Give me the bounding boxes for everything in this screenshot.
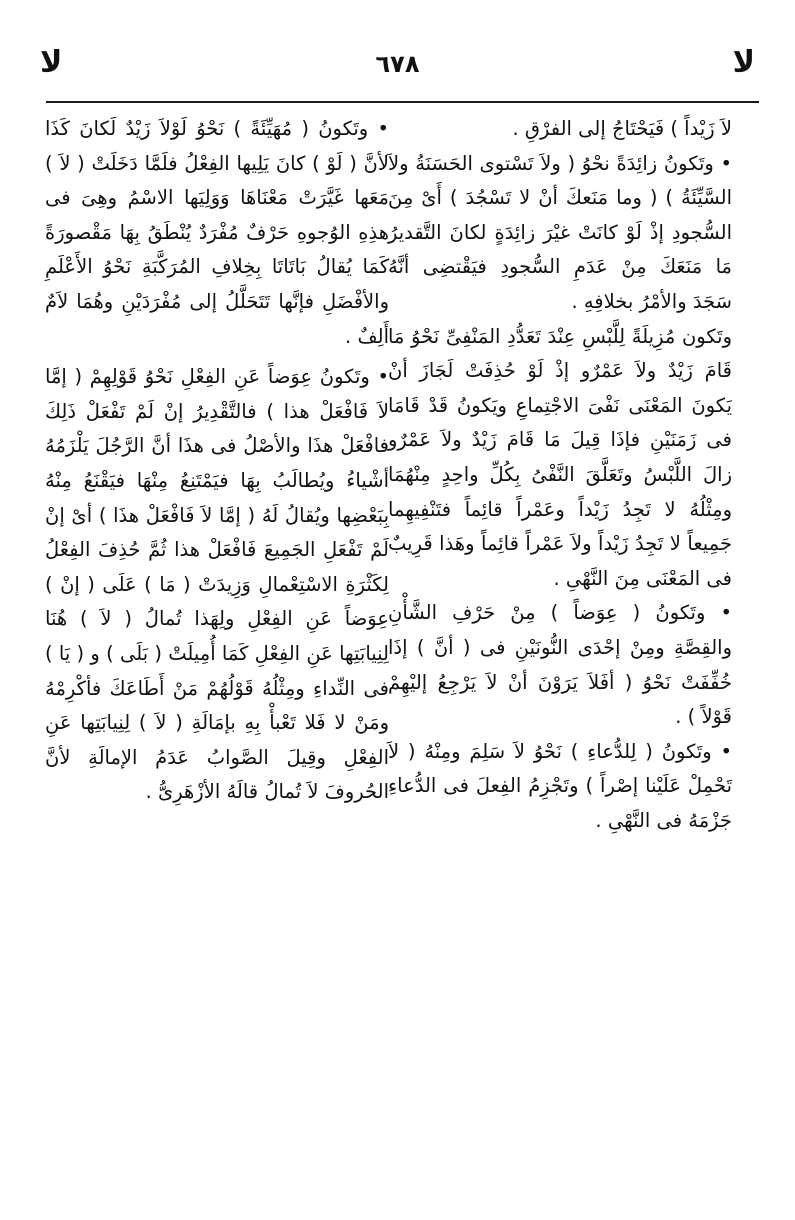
right-paragraph-2: • وتَكونُ زائِدَةً نحْوُ ( ولاَ تَسْتوى الحَسَنَةُ ولاَ السَّيِّئَةُ ) ( وما مَنَعكَ أنْ لا تَسْجُدَ ) أَىْ مِنَ السُّجودِ إذْ لَوْ كانَتْ غيْرَ زائِدَةٍ لكانَ التَّقديرُ مَا مَنَعَكَ مِنْ عَدَمِ السُّجودِ فيَقْتضِى أنَّهُ سَجَدَ والأمْرُ بخلافِهِ .	[388, 151, 732, 313]
page-header	[40, 45, 755, 88]
right-column	[388, 112, 732, 838]
header-left-word: لا	[40, 45, 63, 80]
left-paragraph-2: • وتَكونُ عِوَضاً عَنِ الفِعْلِ نَحْوُ قَوْلِهِمْ ( إمَّا لاَ فَافْعَلْ هذا ) فالتَّقْدِيرُ إنْ لَمْ تَفْعَلْ ذَلِكَ فافْعَلْ هذَا والأصْلُ فى هذَا أنَّ الرَّجُلَ يَلْزَمُهُ أشْياءُ ويُطالَبُ بِهَا فيَمْتَنِعُ مِنْهَا فيَقْنَعُ مِنْهُ بِبَعْضِها ويُقالُ لَهُ ( إمَّا لاَ فَافْعَلْ هذَا ) أىْ إنْ لَمْ تَفْعَلِ الجَمِيعَ فَافْعَلْ هذا ثُمَّ حُذِفَ الفِعْلُ لِكَثْرَةِ الاسْتِعْمالِ وَزِيدَتْ ( مَا ) عَلَى ( إنْ ) عِوَضاً عَنِ الفِعْلِ ولِهَذا تُمالُ ( لاَ ) هُنَا لِنِيابَتِها عَنِ الفِعْلِ كَمَا أُمِيلَتْ ( بَلَى ) و ( يَا ) فى النِّداءِ ومِثْلُهُ قَوْلُهُمْ مَنْ أَطَاعَكَ فأكْرِمْهُ ومَنْ لا فَلا تَعْبأْ بِهِ بإمَالَةِ ( لاَ ) لِنِيابَتِها عَنِ الفِعْلِ وقِيلَ الصَّوابُ عَدَمُ الإمالَةِ لأنَّ الحُروفَ لاَ تُمالُ قالَهُ الأزْهَرِىُّ .	[45, 365, 389, 804]
right-paragraph-3: وتَكون مُزِيلَةً لِلَّبْسِ عِنْدَ تَعَدُّدِ المَنْفِىِّ نَحْوُ مَا قَامَ زَيْدٌ ولاَ عَمْرٌو إذْ لَوْ حُذِفَتْ لَجَازَ أنْ يَكونَ المَعْنَى نَفْىَ الاجْتِماعِ ويَكونُ قَدْ قَامَا فى زَمَنَيْنِ فإذَا قِيلَ مَا قَامَ زَيْدٌ ولاَ عَمْرٌو زالَ اللَّبْسُ وتَعَلَّقَ النَّفْىُ بِكُلِّ واحِدٍ مِنْهُمَا ومِثْلُهُ لا تَجِدُ زَيْداً وعَمْراً قائِماً فتَنْفِيهِما جَمِيعاً لا تَجِدُ زَيْداً ولاَ عَمْراً قائِماً وهَذا قَرِيبٌ فى المَعْنَى مِنَ النَّهْىِ .	[388, 324, 732, 590]
right-paragraph-5: • وتَكونُ ( لِلدُّعاءِ ) نَحْوُ لاَ سَلِمَ ومِنْهُ ( لاَ تَحْمِلْ عَلَيْنا إصْراً ) وتَجْزِمُ الفِعلَ فى الدُّعاءِ جَزْمَهُ فى النَّهْىِ .	[388, 739, 732, 832]
left-paragraph-1: • وتَكونُ ( مُهَيِّئَةً ) نَحْوُ لَوْلاَ زَيْدٌ لَكانَ كَذَا لأنَّ ( لَوْ ) كانَ يَلِيها الفِعْلُ فلَمَّا دَخَلَتْ ( لاَ ) مَعَها غَيَّرَتْ مَعْنَاهَا وَوَلِيَها الاسْمُ وهِىَ فى هذِهِ الوُجوهِ حَرْفٌ مُفْرَدٌ يُنْطَقُ بِهَا مَقْصورَةً كَمَا يُقالُ بَاتَاتَا بِخِلافِ المُرَكَّبَةِ نَحْوُ الأَعْلَمِ والأفْضَلِ فإنَّها تَتَحَلَّلُ إلى مُفْرَدَيْنِ وهُمَا لاَمٌ أَلِفٌ .	[45, 117, 389, 348]
header-right-word: لا	[732, 45, 755, 80]
page-number: ٦٧٨	[375, 50, 420, 78]
header-rule	[46, 101, 759, 103]
right-paragraph-1: لاَ زَيْداً ) فَيَحْتَاجُ إلى الفرْقِ .	[512, 117, 732, 140]
right-paragraph-4: • وتَكونُ ( عِوَضاً ) مِنْ حَرْفِ الشَّأْنِ والقِصَّةِ ومِنْ إحْدَى النُّونَيْنِ فى ( أنَّ ) إذَا خُفِّفَتْ نَحْوُ ( أفَلاَ يَرَوْنَ أنْ لاَ يَرْجِعُ إليْهِمْ قَوْلاً ) .	[388, 601, 732, 729]
left-column	[45, 112, 389, 810]
